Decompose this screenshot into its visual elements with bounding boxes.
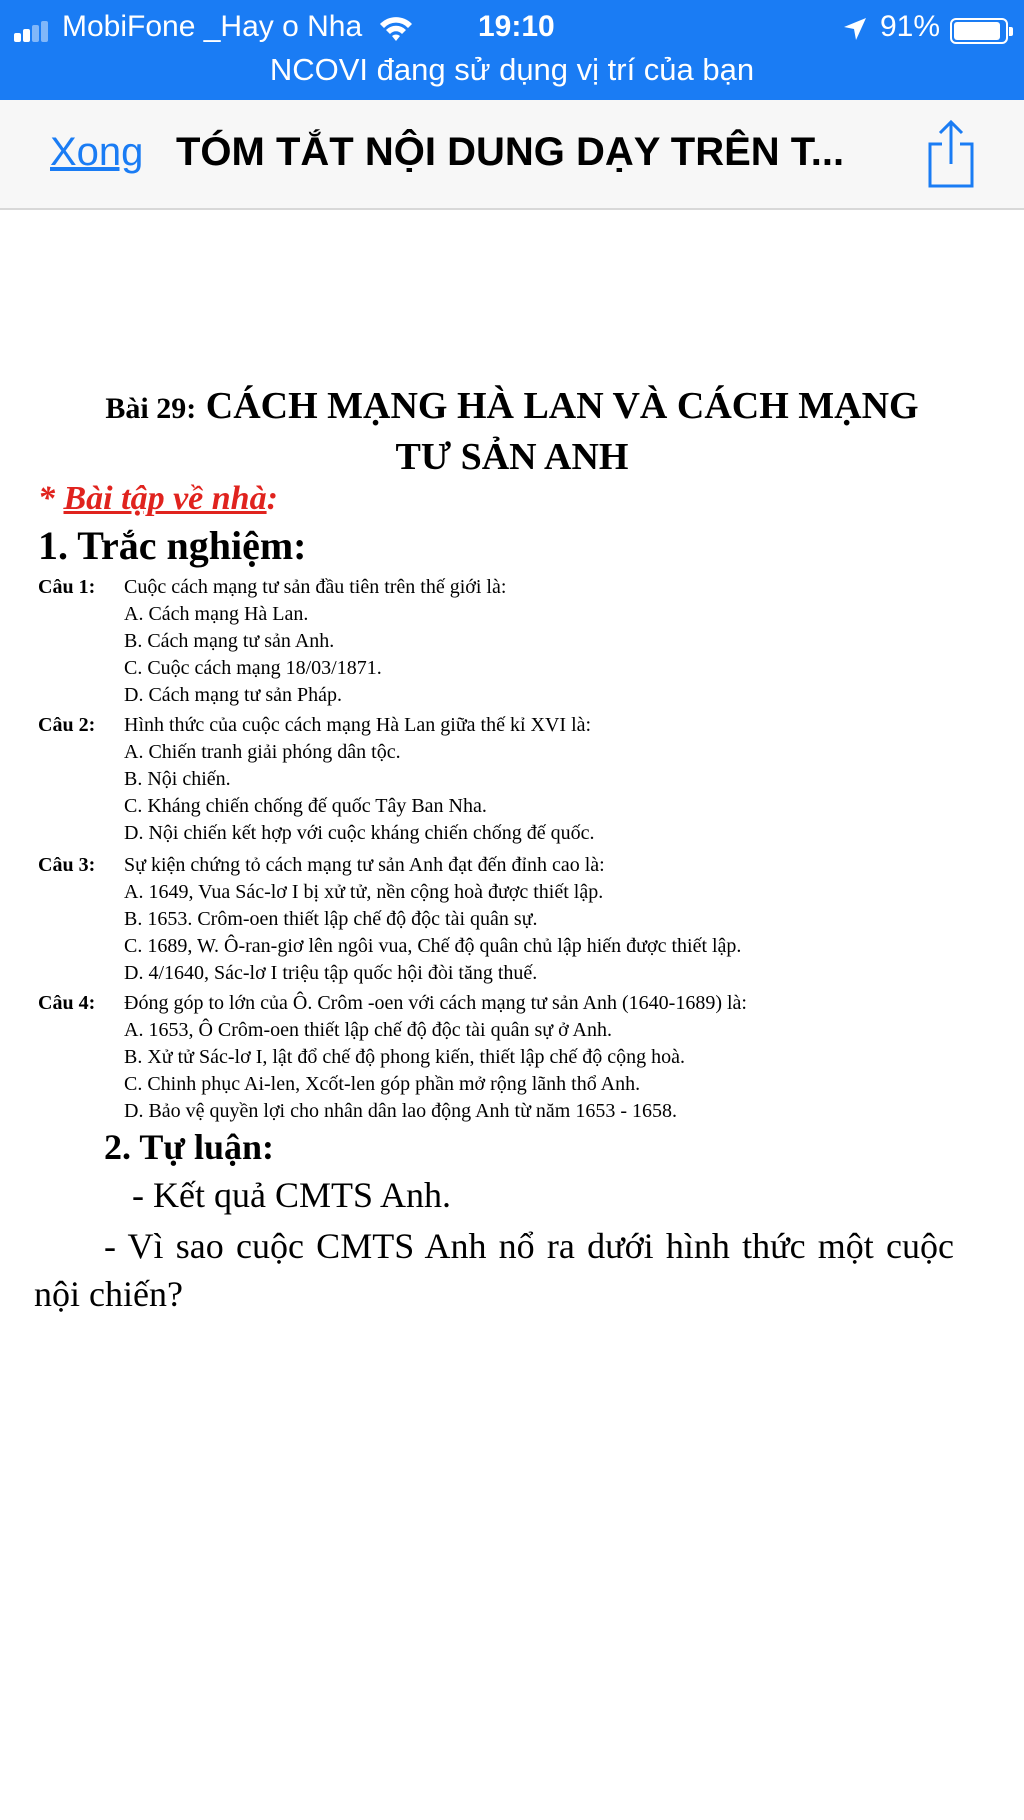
question-text: Cuộc cách mạng tư sản đầu tiên trên thế giới là: <box>124 576 507 598</box>
question-number: Câu 4: <box>38 992 96 1014</box>
option-c: C. Kháng chiến chống đế quốc Tây Ban Nha. <box>124 795 487 817</box>
option-a: A. Chiến tranh giải phóng dân tộc. <box>124 741 401 763</box>
homework-label: Bài tập về nhà <box>63 480 267 517</box>
carrier-name: MobiFone _Hay o Nha <box>62 10 363 43</box>
option-d: D. Bảo vệ quyền lợi cho nhân dân lao động Anh từ năm 1653 - 1658. <box>124 1100 677 1122</box>
option-c: C. Chinh phục Ai-len, Xcốt-len góp phần mở rộng lãnh thổ Anh. <box>124 1073 641 1095</box>
share-icon[interactable] <box>924 118 978 190</box>
lesson-title-line1: CÁCH MẠNG HÀ LAN VÀ CÁCH MẠNG <box>205 385 919 427</box>
lesson-title <box>40 382 984 481</box>
lesson-title-line2: TƯ SẢN ANH <box>395 436 629 478</box>
homework-star: * <box>38 480 64 517</box>
battery-percent: 91% <box>880 10 941 43</box>
option-d: D. 4/1640, Sác-lơ I triệu tập quốc hội đòi tăng thuế. <box>124 962 538 984</box>
option-a: A. Cách mạng Hà Lan. <box>124 603 309 625</box>
option-b: B. Xử tử Sác-lơ I, lật đổ chế độ phong kiến, thiết lập chế độ cộng hoà. <box>124 1046 686 1068</box>
option-a: A. 1649, Vua Sác-lơ I bị xử tử, nền cộng hoà được thiết lập. <box>124 881 604 903</box>
essay-item-2: - Vì sao cuộc CMTS Anh nổ ra dưới hình thức một cuộc nội chiến? <box>34 1226 954 1314</box>
option-b: B. 1653. Crôm-oen thiết lập chế độ độc tài quân sự. <box>124 908 538 930</box>
lesson-number: Bài 29: <box>105 392 197 425</box>
status-bar <box>0 0 1024 100</box>
document-title: TÓM TẮT NỘI DUNG DẠY TRÊN T... <box>176 130 845 174</box>
question-number: Câu 2: <box>38 714 96 736</box>
option-d: D. Nội chiến kết hợp với cuộc kháng chiến chống đế quốc. <box>124 822 595 844</box>
option-d: D. Cách mạng tư sản Pháp. <box>124 684 343 706</box>
navigation-bar <box>0 100 1024 210</box>
option-c: C. 1689, W. Ô-ran-giơ lên ngôi vua, Chế độ quân chủ lập hiến được thiết lập. <box>124 935 742 957</box>
question-text: Đóng góp to lớn của Ô. Crôm -oen với cách mạng tư sản Anh (1640-1689) là: <box>124 992 747 1014</box>
option-b: B. Nội chiến. <box>124 768 231 790</box>
battery-icon <box>950 18 1008 44</box>
question-text: Hình thức của cuộc cách mạng Hà Lan giữa thế kỉ XVI là: <box>124 714 592 736</box>
option-b: B. Cách mạng tư sản Anh. <box>124 630 335 652</box>
homework-colon: : <box>266 480 278 517</box>
question-number: Câu 1: <box>38 576 96 598</box>
question-number: Câu 3: <box>38 854 96 876</box>
location-usage-banner[interactable]: NCOVI đang sử dụng vị trí của bạn <box>269 52 755 87</box>
option-a: A. 1653, Ô Crôm-oen thiết lập chế độ độc tài quân sự ở Anh. <box>124 1019 612 1041</box>
essay-item-1: - Kết quả CMTS Anh. <box>132 1175 451 1215</box>
section-multiple-choice-heading: 1. Trắc nghiệm: <box>38 523 307 568</box>
location-arrow-icon <box>842 16 868 42</box>
done-button[interactable]: Xong <box>50 130 144 174</box>
option-c: C. Cuộc cách mạng 18/03/1871. <box>124 657 382 679</box>
homework-heading <box>38 480 278 518</box>
question-text: Sự kiện chứng tỏ cách mạng tư sản Anh đạt đến đỉnh cao là: <box>124 854 605 876</box>
section-essay-heading: 2. Tự luận: <box>104 1127 274 1167</box>
clock: 19:10 <box>478 10 555 43</box>
document-viewer[interactable] <box>0 212 1024 1820</box>
cellular-signal-icon <box>14 22 56 42</box>
wifi-icon <box>378 14 414 44</box>
